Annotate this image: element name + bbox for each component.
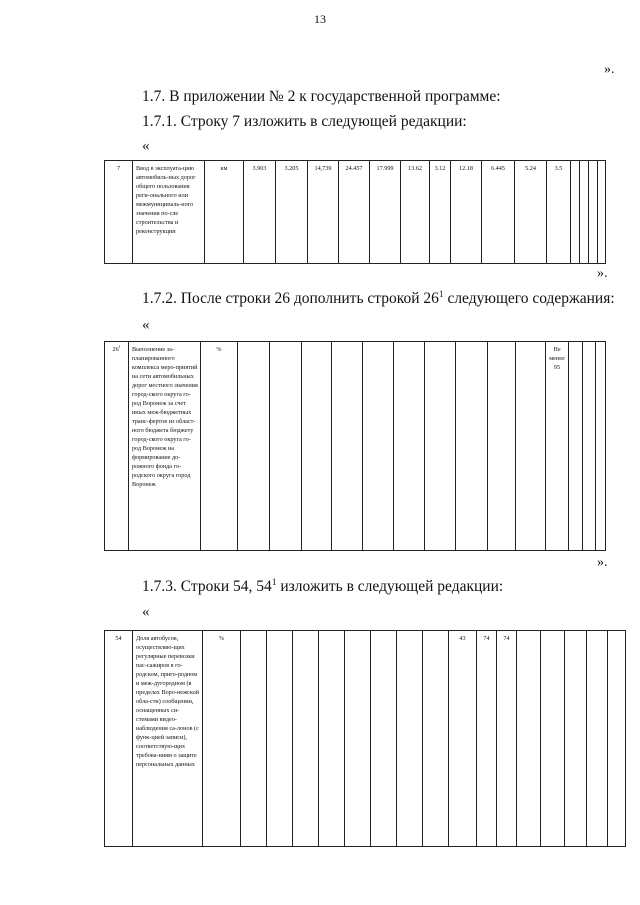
value-cell [516, 342, 546, 551]
closing-quote-1: ». [597, 266, 608, 281]
value-cell [488, 342, 516, 551]
superscript: 1 [438, 289, 444, 300]
table-row [105, 631, 626, 847]
row-number-sup: 1 [118, 344, 121, 349]
value-cell: 12.18 [451, 161, 482, 264]
table-row-54 [104, 630, 626, 847]
heading-1-7-1: 1.7.1. Строку 7 изложить в следующей редакции: [142, 113, 467, 130]
value-cell [456, 342, 488, 551]
value-cell [394, 342, 425, 551]
value-cell [293, 631, 319, 847]
value-cell [565, 631, 587, 847]
table-row-7 [104, 160, 606, 264]
value-cell [541, 631, 565, 847]
value-cell: 74 [497, 631, 517, 847]
heading-text-tail: следующего содержания: [443, 290, 615, 307]
heading-1-7-3 [142, 578, 503, 596]
row-number-main: 26 [112, 346, 119, 353]
unit-cell: % [201, 342, 238, 551]
unit-cell: % [203, 631, 241, 847]
value-cell: 5.24 [515, 161, 547, 264]
value-cell [587, 631, 608, 847]
value-cell [425, 342, 456, 551]
row-number [105, 342, 129, 551]
open-quote-3: « [142, 604, 150, 620]
table-row [105, 161, 606, 264]
value-cell [517, 631, 541, 847]
indicator-name: Доля автобусов, осуществляю-щих регулярные перевозки пас-сажиров в го-родском, приго-родном и меж-дугородном (в пределах Воро-нежской обла-сти) сообщении, оснащенных си-стемами видео-наблюдения са-лонов (с функ-цией записи), соответствую-щих требова-ниям о защите персональных данных [133, 631, 203, 847]
heading-1-7-2 [142, 290, 615, 308]
value-cell: Не менее 95 [546, 342, 569, 551]
value-cell: 6.445 [482, 161, 515, 264]
value-cell: 43 [449, 631, 477, 847]
value-cell [423, 631, 449, 847]
value-cell: 3.903 [244, 161, 276, 264]
superscript: 1 [271, 577, 277, 588]
value-cell [270, 342, 302, 551]
value-cell [363, 342, 394, 551]
value-cell: 74 [477, 631, 497, 847]
value-cell [319, 631, 345, 847]
open-quote-1: « [142, 138, 150, 154]
unit-cell: км [205, 161, 244, 264]
heading-text: 1.7.3. Строки 54, 54 [142, 578, 272, 595]
value-cell [580, 161, 589, 264]
value-cell [571, 161, 580, 264]
table-row-26-1 [104, 341, 606, 551]
row-number: 54 [105, 631, 133, 847]
value-cell: 3.5 [547, 161, 571, 264]
heading-text-tail: изложить в следующей редакции: [276, 578, 504, 595]
indicator-name: Выполнение за-планированного комплекса меро-приятий на сети автомобильных дорог местного значения город-ского округа го-род Воронеж за счет иных меж-бюджетных транс-фертов из област-ного бюджета бюджету город-ского округа го-род Воронеж на формирование до-рожного фонда го-родского округа город Воронеж [129, 342, 201, 551]
heading-text: 1.7.2. После строки 26 дополнить строкой 26 [142, 290, 439, 307]
value-cell: 13.62 [401, 161, 430, 264]
value-cell [371, 631, 397, 847]
heading-1-7: 1.7. В приложении № 2 к государственной программе: [142, 88, 501, 105]
value-cell: 17.999 [370, 161, 401, 264]
closing-quote-top: ». [604, 62, 615, 77]
value-cell: 3.205 [276, 161, 308, 264]
value-cell [397, 631, 423, 847]
value-cell [569, 342, 583, 551]
value-cell [608, 631, 626, 847]
row-number: 7 [105, 161, 133, 264]
value-cell [583, 342, 596, 551]
value-cell [241, 631, 267, 847]
value-cell [238, 342, 270, 551]
table-row [105, 342, 606, 551]
value-cell: 14,739 [308, 161, 339, 264]
value-cell [596, 342, 606, 551]
value-cell [302, 342, 332, 551]
indicator-name: Ввод в эксплуата-цию автомобиль-ных дорог общего пользования реги-онального или межмуниципаль-ного значения по-сле строительства и реконструкции [133, 161, 205, 264]
value-cell [332, 342, 363, 551]
open-quote-2: « [142, 317, 150, 333]
value-cell: 24.457 [339, 161, 370, 264]
value-cell [598, 161, 606, 264]
value-cell [589, 161, 598, 264]
value-cell [345, 631, 371, 847]
closing-quote-2: ». [597, 555, 608, 570]
value-cell [267, 631, 293, 847]
page-number: 13 [314, 12, 326, 26]
value-cell: 3.12 [430, 161, 451, 264]
